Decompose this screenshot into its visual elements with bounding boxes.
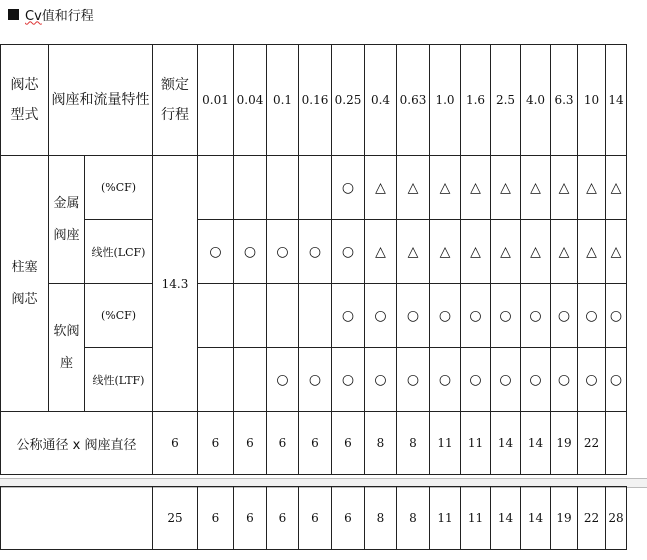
- second-size-row: [1, 487, 627, 550]
- characteristic-cell: 线性(LCF): [85, 220, 153, 284]
- mark-cell: [198, 348, 234, 412]
- mark-cell: [198, 284, 234, 348]
- plug-line-2: 阀芯: [11, 291, 38, 307]
- seat-flow-header: 阀座和流量特性: [49, 45, 153, 156]
- nominal-value-cell: 6: [267, 412, 299, 475]
- mark-cell: ○: [332, 284, 365, 348]
- mark-cell: △: [430, 220, 461, 284]
- second-value-cell: 8: [365, 487, 397, 550]
- mark-cell: ○: [578, 284, 606, 348]
- mark-cell: △: [397, 156, 430, 220]
- mark-cell: [234, 348, 267, 412]
- mark-cell: △: [521, 156, 551, 220]
- second-value-cell: 28: [606, 487, 627, 550]
- mark-cell: ○: [332, 348, 365, 412]
- mark-cell: ○: [606, 348, 627, 412]
- nominal-size-label: 公称通径 x 阀座直径: [1, 412, 153, 475]
- cv-header-cell: 1.0: [430, 45, 461, 156]
- mark-cell: ○: [198, 220, 234, 284]
- nominal-value-cell: [606, 412, 627, 475]
- nominal-value-cell: 8: [397, 412, 430, 475]
- second-value-cell: 11: [461, 487, 491, 550]
- second-value-cell: 19: [551, 487, 578, 550]
- metal-seat-cell: [49, 156, 85, 284]
- mark-cell: [234, 284, 267, 348]
- mark-cell: ○: [521, 284, 551, 348]
- nominal-value-cell: 6: [198, 412, 234, 475]
- cv-header-cell: 4.0: [521, 45, 551, 156]
- plug-core-cell: [1, 156, 49, 412]
- mark-cell: △: [578, 156, 606, 220]
- cv-header-cell: 0.04: [234, 45, 267, 156]
- section-title-rest: 值和行程: [41, 8, 94, 24]
- mark-cell: ○: [521, 348, 551, 412]
- mark-cell: ○: [551, 284, 578, 348]
- cv-header-cell: 0.4: [365, 45, 397, 156]
- second-value-cell: 11: [430, 487, 461, 550]
- cv-header-cell: 1.6: [461, 45, 491, 156]
- mark-cell: △: [461, 220, 491, 284]
- cv-header-cell: 0.01: [198, 45, 234, 156]
- square-bullet-icon: [8, 9, 19, 20]
- nominal-value-cell: 8: [365, 412, 397, 475]
- second-value-cell: 22: [578, 487, 606, 550]
- second-value-cell: 6: [332, 487, 365, 550]
- nominal-value-cell: 6: [332, 412, 365, 475]
- rated-line-2: 行程: [161, 107, 189, 123]
- mark-cell: ○: [267, 220, 299, 284]
- cv-header-cell: 0.25: [332, 45, 365, 156]
- mark-cell: ○: [332, 220, 365, 284]
- second-value-cell: 8: [397, 487, 430, 550]
- mark-cell: ○: [299, 220, 332, 284]
- mark-cell: ○: [267, 348, 299, 412]
- rated-stroke-header: [153, 45, 198, 156]
- second-value-cell: 6: [198, 487, 234, 550]
- nominal-value-cell: 14: [521, 412, 551, 475]
- mark-cell: ○: [397, 284, 430, 348]
- characteristic-cell: 线性(LTF): [85, 348, 153, 412]
- mark-cell: ○: [430, 348, 461, 412]
- nominal-first-value: 6: [153, 412, 198, 475]
- mark-cell: ○: [365, 284, 397, 348]
- mark-cell: △: [491, 220, 521, 284]
- metal-line-2: 阀座: [53, 227, 80, 243]
- mark-cell: ○: [397, 348, 430, 412]
- section-title: [25, 5, 94, 24]
- core-type-line-2: 型式: [10, 107, 39, 123]
- metal-lcf-row: [1, 220, 627, 284]
- plug-line-1: 柱塞: [11, 259, 38, 275]
- mark-cell: [234, 156, 267, 220]
- mark-cell: ○: [430, 284, 461, 348]
- mark-cell: △: [606, 220, 627, 284]
- mark-cell: ○: [365, 348, 397, 412]
- empty-label-cell: [1, 487, 153, 550]
- mark-cell: [267, 156, 299, 220]
- rated-stroke-value: 14.3: [153, 156, 198, 412]
- soft-line-1: 软阀: [53, 323, 80, 339]
- cv-header-cell: 10: [578, 45, 606, 156]
- mark-cell: △: [521, 220, 551, 284]
- cv-header-cell: 14: [606, 45, 627, 156]
- soft-seat-cell: [49, 284, 85, 412]
- cv-header-cell: 6.3: [551, 45, 578, 156]
- nominal-value-cell: 11: [461, 412, 491, 475]
- footer-row: [1, 412, 627, 475]
- mark-cell: △: [365, 156, 397, 220]
- mark-cell: [267, 284, 299, 348]
- header-row: [1, 45, 627, 156]
- cv-header-cell: 0.1: [267, 45, 299, 156]
- mark-cell: △: [365, 220, 397, 284]
- section-heading: [8, 5, 94, 23]
- mark-cell: △: [491, 156, 521, 220]
- cv-header-cell: 0.16: [299, 45, 332, 156]
- mark-cell: ○: [491, 284, 521, 348]
- mark-cell: ○: [299, 348, 332, 412]
- mark-cell: ○: [461, 284, 491, 348]
- mark-cell: ○: [461, 348, 491, 412]
- mark-cell: △: [551, 220, 578, 284]
- metal-line-1: 金属: [53, 195, 80, 211]
- second-size-table: [0, 486, 627, 550]
- cv-header-cell: 2.5: [491, 45, 521, 156]
- metal-cf-row: [1, 156, 627, 220]
- nominal-value-cell: 14: [491, 412, 521, 475]
- nominal-value-cell: 19: [551, 412, 578, 475]
- rated-line-1: 额定: [161, 77, 189, 93]
- mark-cell: △: [397, 220, 430, 284]
- second-value-cell: 14: [491, 487, 521, 550]
- mark-cell: ○: [332, 156, 365, 220]
- mark-cell: [299, 156, 332, 220]
- mark-cell: [299, 284, 332, 348]
- nominal-value-cell: 11: [430, 412, 461, 475]
- nominal-value-cell: 6: [234, 412, 267, 475]
- mark-cell: △: [430, 156, 461, 220]
- characteristic-cell: (%CF): [85, 284, 153, 348]
- core-type-line-1: 阀芯: [10, 77, 39, 93]
- nominal-value-cell: 6: [299, 412, 332, 475]
- mark-cell: ○: [491, 348, 521, 412]
- characteristic-cell: (%CF): [85, 156, 153, 220]
- second-value-cell: 6: [267, 487, 299, 550]
- cv-term: Cv: [25, 8, 42, 24]
- mark-cell: [198, 156, 234, 220]
- second-value-cell: 6: [299, 487, 332, 550]
- mark-cell: ○: [551, 348, 578, 412]
- soft-line-2: 座: [59, 355, 73, 371]
- mark-cell: △: [578, 220, 606, 284]
- cv-stroke-table: [0, 44, 627, 475]
- core-type-header: [1, 45, 49, 156]
- soft-ltf-row: [1, 348, 627, 412]
- mark-cell: ○: [606, 284, 627, 348]
- mark-cell: △: [551, 156, 578, 220]
- second-first-value: 25: [153, 487, 198, 550]
- mark-cell: △: [461, 156, 491, 220]
- second-value-cell: 6: [234, 487, 267, 550]
- mark-cell: ○: [578, 348, 606, 412]
- mark-cell: ○: [234, 220, 267, 284]
- cv-header-cell: 0.63: [397, 45, 430, 156]
- second-value-cell: 14: [521, 487, 551, 550]
- mark-cell: △: [606, 156, 627, 220]
- nominal-value-cell: 22: [578, 412, 606, 475]
- soft-cf-row: [1, 284, 627, 348]
